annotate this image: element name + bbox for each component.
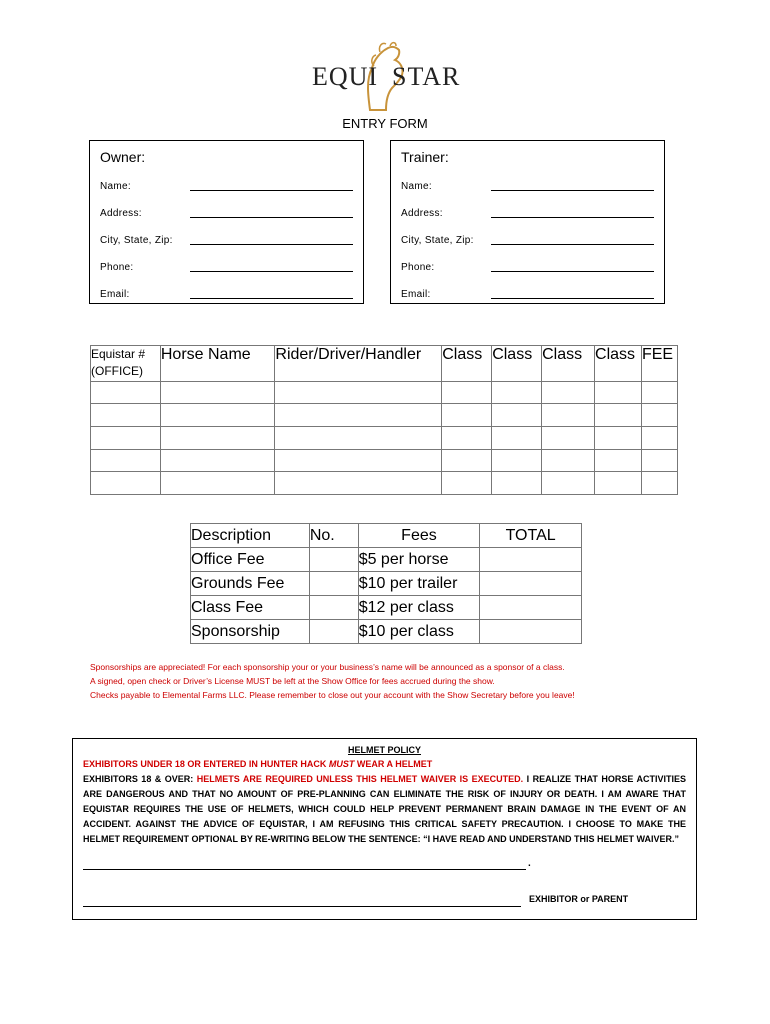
table-cell[interactable] (91, 382, 161, 404)
table-row[interactable] (91, 472, 678, 495)
equistar-header-line1: Equistar # (91, 347, 146, 361)
fees-table (190, 523, 582, 644)
owner-phone-label: Phone: (100, 262, 134, 273)
description-header: Description (191, 524, 310, 548)
fee-description: Class Fee (191, 596, 310, 620)
table-cell[interactable] (91, 472, 161, 495)
check-note: A signed, open check or Driver’s License MUST be left at the Show Office for fees accrued during the show. (90, 676, 495, 686)
trainer-name-label: Name: (401, 181, 432, 192)
table-cell[interactable] (542, 404, 595, 427)
payable-note: Checks payable to Elemental Farms LLC. Please remember to close out your account with the Show Secretary before you leave! (90, 690, 575, 700)
owner-address-label: Address: (100, 208, 142, 219)
fee-total-cell[interactable] (480, 572, 582, 596)
horse-name-header: Horse Name (160, 346, 275, 382)
entries-header-row (91, 346, 678, 382)
owner-city-label: City, State, Zip: (100, 235, 173, 246)
table-cell[interactable] (275, 404, 442, 427)
trainer-city-label: City, State, Zip: (401, 235, 474, 246)
fee-quantity-cell[interactable] (309, 620, 358, 644)
table-cell[interactable] (595, 404, 642, 427)
fee-total-cell[interactable] (480, 548, 582, 572)
trainer-email-label: Email: (401, 289, 431, 300)
table-cell[interactable] (595, 472, 642, 495)
owner-heading: Owner: (100, 149, 146, 165)
waiver-rewrite-line[interactable] (83, 869, 526, 870)
table-cell[interactable] (275, 472, 442, 495)
fee-row-class (191, 596, 582, 620)
table-row[interactable] (91, 404, 678, 427)
owner-email-field[interactable] (190, 298, 353, 299)
table-cell[interactable] (492, 450, 542, 472)
owner-name-field[interactable] (190, 190, 353, 191)
table-cell[interactable] (492, 427, 542, 450)
class-header-4: Class (595, 346, 642, 382)
table-cell[interactable] (542, 472, 595, 495)
trainer-box (390, 140, 665, 304)
table-cell[interactable] (641, 404, 677, 427)
fee-description: Office Fee (191, 548, 310, 572)
fee-quantity-cell[interactable] (309, 548, 358, 572)
table-cell[interactable] (641, 450, 677, 472)
table-cell[interactable] (160, 427, 275, 450)
table-cell[interactable] (595, 382, 642, 404)
trainer-address-field[interactable] (491, 217, 654, 218)
signature-label: EXHIBITOR or PARENT (529, 894, 629, 904)
table-cell[interactable] (91, 450, 161, 472)
total-header: TOTAL (480, 524, 582, 548)
fees-header: Fees (358, 524, 480, 548)
equistar-number-header (91, 346, 161, 382)
owner-address-field[interactable] (190, 217, 353, 218)
fee-total-cell[interactable] (480, 620, 582, 644)
fees-header-row (191, 524, 582, 548)
table-cell[interactable] (442, 450, 492, 472)
table-cell[interactable] (275, 382, 442, 404)
adult-helmet-rule: HELMETS ARE REQUIRED UNLESS THIS HELMET WAIVER IS EXECUTED. (196, 774, 524, 784)
fee-amount: $5 per horse (358, 548, 480, 572)
table-cell[interactable] (442, 472, 492, 495)
fee-row-grounds (191, 572, 582, 596)
table-cell[interactable] (492, 404, 542, 427)
owner-email-label: Email: (100, 289, 130, 300)
helmet-policy-heading: HELMET POLICY (347, 745, 421, 755)
trainer-address-label: Address: (401, 208, 443, 219)
table-cell[interactable] (275, 427, 442, 450)
sponsorship-note: Sponsorships are appreciated! For each sponsorship your or your business’s name will be announced as a sponsor of a class. (90, 662, 565, 672)
fee-quantity-cell[interactable] (309, 572, 358, 596)
fee-description: Sponsorship (191, 620, 310, 644)
waiver-text: I REALIZE THAT HORSE ACTIVITIES ARE DANGEROUS AND THAT NO AMOUNT OF PRE-PLANNING CAN ELIMINATE THE RISK OF INJURY OR DEATH. I AM AWARE THAT EQUISTAR REQUIRES THE USE OF HELMETS, WHICH COULD HELP PREVENT PERMANENT BRAIN DAMAGE IN THE EVENT OF AN ACCIDENT. AGAINST THE ADVICE OF EQUISTAR, I AM REFUSING THIS CRITICAL SAFETY PRECAUTION. I CHOOSE TO MAKE THE HELMET REQUIREMENT OPTIONAL BY RE-WRITING BELOW THE SENTENCE: “I HAVE READ AND UNDERSTAND THIS HELMET WAIVER.” (83, 774, 687, 844)
table-cell[interactable] (160, 382, 275, 404)
class-header-2: Class (492, 346, 542, 382)
page-title: ENTRY FORM (342, 116, 428, 131)
class-header-3: Class (542, 346, 595, 382)
table-cell[interactable] (542, 427, 595, 450)
table-cell[interactable] (91, 427, 161, 450)
fee-header: FEE (641, 346, 677, 382)
equistar-logo (300, 40, 470, 115)
trainer-name-field[interactable] (491, 190, 654, 191)
owner-name-label: Name: (100, 181, 131, 192)
trainer-email-field[interactable] (491, 298, 654, 299)
fee-row-office (191, 548, 582, 572)
minor-rule-text-a: EXHIBITORS UNDER 18 OR ENTERED IN HUNTER HACK (83, 759, 329, 769)
table-cell[interactable] (160, 472, 275, 495)
table-cell[interactable] (542, 382, 595, 404)
table-cell[interactable] (91, 404, 161, 427)
table-cell[interactable] (442, 382, 492, 404)
adult-prefix: EXHIBITORS 18 & OVER: (83, 774, 197, 784)
owner-phone-field[interactable] (190, 271, 353, 272)
owner-city-field[interactable] (190, 244, 353, 245)
logo-text-left: EQUI (312, 62, 379, 91)
table-cell[interactable] (275, 450, 442, 472)
trainer-phone-field[interactable] (491, 271, 654, 272)
minor-helmet-rule (83, 757, 686, 772)
owner-box (89, 140, 364, 304)
table-row[interactable] (91, 450, 678, 472)
fee-amount: $10 per trailer (358, 572, 480, 596)
table-cell[interactable] (542, 450, 595, 472)
equistar-header-line2: (OFFICE) (91, 364, 143, 378)
table-row[interactable] (91, 427, 678, 450)
table-cell[interactable] (492, 472, 542, 495)
table-cell[interactable] (641, 472, 677, 495)
logo-text-right: STAR (392, 62, 461, 91)
fee-amount: $10 per class (358, 620, 480, 644)
table-cell[interactable] (492, 382, 542, 404)
fee-description: Grounds Fee (191, 572, 310, 596)
trainer-heading: Trainer: (401, 149, 449, 165)
table-cell[interactable] (442, 427, 492, 450)
table-cell[interactable] (595, 450, 642, 472)
trainer-city-field[interactable] (491, 244, 654, 245)
waiver-paragraph (83, 772, 686, 847)
fee-amount: $12 per class (358, 596, 480, 620)
rider-header: Rider/Driver/Handler (275, 346, 442, 382)
table-cell[interactable] (595, 427, 642, 450)
minor-rule-must: MUST (328, 759, 355, 769)
table-row[interactable] (91, 382, 678, 404)
period-mark: . (528, 858, 531, 869)
trainer-phone-label: Phone: (401, 262, 435, 273)
table-cell[interactable] (641, 382, 677, 404)
fee-row-sponsorship (191, 620, 582, 644)
fee-quantity-cell[interactable] (309, 596, 358, 620)
table-cell[interactable] (160, 450, 275, 472)
signature-line[interactable] (83, 906, 521, 907)
table-cell[interactable] (160, 404, 275, 427)
helmet-policy-box (72, 738, 697, 920)
number-header: No. (309, 524, 358, 548)
table-cell[interactable] (442, 404, 492, 427)
class-header-1: Class (442, 346, 492, 382)
fee-total-cell[interactable] (480, 596, 582, 620)
minor-rule-text-b: WEAR A HELMET (354, 759, 433, 769)
entries-table (90, 345, 678, 495)
table-cell[interactable] (641, 427, 677, 450)
